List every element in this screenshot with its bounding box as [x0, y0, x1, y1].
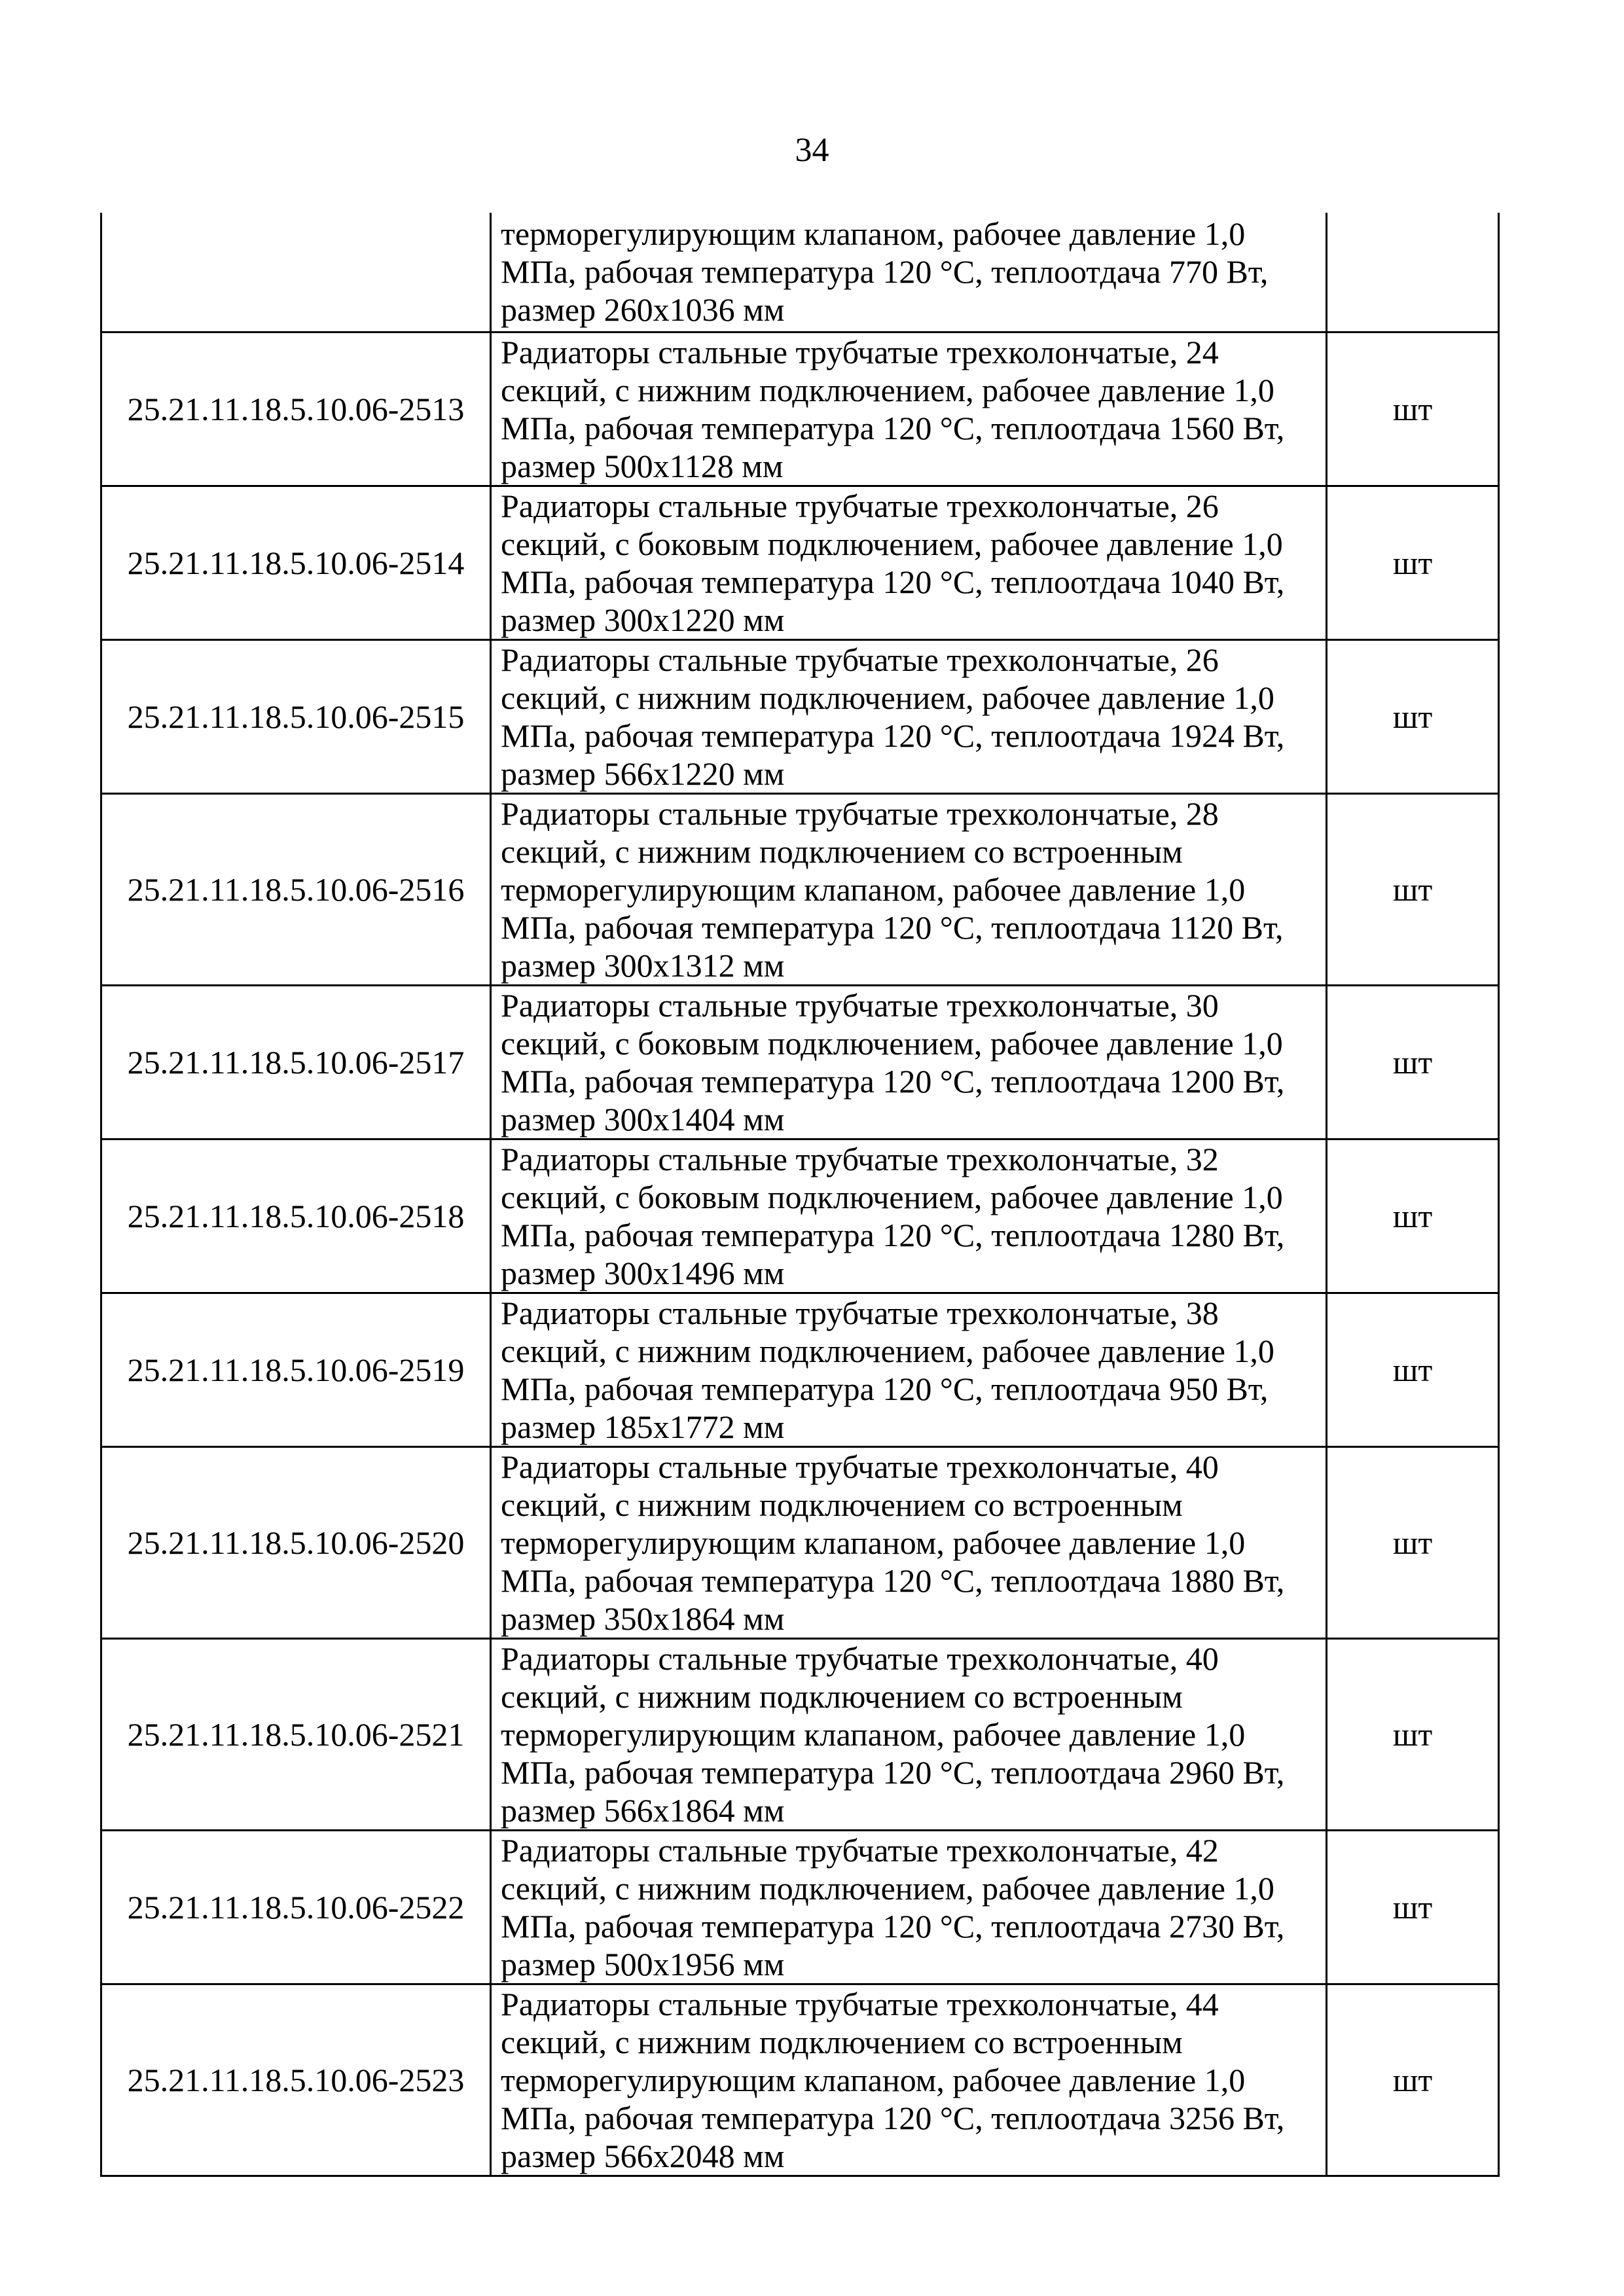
unit-of-measure: шт [1327, 1984, 1499, 2176]
table-row [101, 332, 1499, 486]
page-number: 34 [795, 132, 829, 169]
table-row [101, 1984, 1499, 2176]
table-row [101, 639, 1499, 793]
unit-of-measure: шт [1327, 793, 1499, 985]
resource-description: Радиаторы стальные трубчатые трехколончатые, 30 секций, с боковым подключением, рабочее давление 1,0 МПа, рабочая температура 120 °С, теплоотдача 1200 Вт, размер 300x1404 мм [491, 985, 1327, 1139]
resource-description: Радиаторы стальные трубчатые трехколончатые, 32 секций, с боковым подключением, рабочее давление 1,0 МПа, рабочая температура 120 °С, теплоотдача 1280 Вт, размер 300x1496 мм [491, 1139, 1327, 1293]
unit-of-measure: шт [1327, 1293, 1499, 1446]
unit-of-measure: шт [1327, 1139, 1499, 1293]
resource-description: Радиаторы стальные трубчатые трехколончатые, 26 секций, с нижним подключением, рабочее давление 1,0 МПа, рабочая температура 120 °С, теплоотдача 1924 Вт, размер 566x1220 мм [491, 639, 1327, 793]
resource-code: 25.21.11.18.5.10.06-2513 [101, 332, 491, 486]
radiator-price-table [100, 213, 1500, 2177]
resource-description: Радиаторы стальные трубчатые трехколончатые, 38 секций, с нижним подключением, рабочее давление 1,0 МПа, рабочая температура 120 °С, теплоотдача 950 Вт, размер 185x1772 мм [491, 1293, 1327, 1446]
unit-of-measure: шт [1327, 639, 1499, 793]
resource-description: Радиаторы стальные трубчатые трехколончатые, 28 секций, с нижним подключением со встроенным терморегулирующим клапаном, рабочее давление 1,0 МПа, рабочая температура 120 °С, теплоотдача 1120 Вт, размер 300x1312 мм [491, 793, 1327, 985]
resource-description: Радиаторы стальные трубчатые трехколончатые, 40 секций, с нижним подключением со встроенным терморегулирующим клапаном, рабочее давление 1,0 МПа, рабочая температура 120 °С, теплоотдача 2960 Вт, размер 566x1864 мм [491, 1638, 1327, 1830]
resource-code: 25.21.11.18.5.10.06-2520 [101, 1446, 491, 1638]
resource-code [101, 213, 491, 332]
resource-description: Радиаторы стальные трубчатые трехколончатые, 40 секций, с нижним подключением со встроенным терморегулирующим клапаном, рабочее давление 1,0 МПа, рабочая температура 120 °С, теплоотдача 1880 Вт, размер 350x1864 мм [491, 1446, 1327, 1638]
table-row [101, 985, 1499, 1139]
unit-of-measure: шт [1327, 1830, 1499, 1984]
table-row [101, 793, 1499, 985]
unit-of-measure: шт [1327, 486, 1499, 639]
resource-code: 25.21.11.18.5.10.06-2522 [101, 1830, 491, 1984]
resource-code: 25.21.11.18.5.10.06-2518 [101, 1139, 491, 1293]
resource-code: 25.21.11.18.5.10.06-2514 [101, 486, 491, 639]
table-row [101, 1830, 1499, 1984]
resource-code: 25.21.11.18.5.10.06-2515 [101, 639, 491, 793]
table-row [101, 1446, 1499, 1638]
resource-code: 25.21.11.18.5.10.06-2519 [101, 1293, 491, 1446]
unit-of-measure [1327, 213, 1499, 332]
table-row [101, 1139, 1499, 1293]
resource-code: 25.21.11.18.5.10.06-2516 [101, 793, 491, 985]
resource-description: терморегулирующим клапаном, рабочее давление 1,0 МПа, рабочая температура 120 °С, теплоотдача 770 Вт, размер 260x1036 мм [491, 213, 1327, 332]
table-row [101, 1638, 1499, 1830]
unit-of-measure: шт [1327, 985, 1499, 1139]
resource-description: Радиаторы стальные трубчатые трехколончатые, 44 секций, с нижним подключением со встроенным терморегулирующим клапаном, рабочее давление 1,0 МПа, рабочая температура 120 °С, теплоотдача 3256 Вт, размер 566x2048 мм [491, 1984, 1327, 2176]
table-row [101, 1293, 1499, 1446]
resource-description: Радиаторы стальные трубчатые трехколончатые, 26 секций, с боковым подключением, рабочее давление 1,0 МПа, рабочая температура 120 °С, теплоотдача 1040 Вт, размер 300x1220 мм [491, 486, 1327, 639]
table-row [101, 213, 1499, 332]
unit-of-measure: шт [1327, 332, 1499, 486]
resource-code: 25.21.11.18.5.10.06-2523 [101, 1984, 491, 2176]
table-row [101, 486, 1499, 639]
unit-of-measure: шт [1327, 1638, 1499, 1830]
unit-of-measure: шт [1327, 1446, 1499, 1638]
resource-code: 25.21.11.18.5.10.06-2517 [101, 985, 491, 1139]
resource-description: Радиаторы стальные трубчатые трехколончатые, 42 секций, с нижним подключением, рабочее давление 1,0 МПа, рабочая температура 120 °С, теплоотдача 2730 Вт, размер 500x1956 мм [491, 1830, 1327, 1984]
resource-code: 25.21.11.18.5.10.06-2521 [101, 1638, 491, 1830]
resource-description: Радиаторы стальные трубчатые трехколончатые, 24 секций, с нижним подключением, рабочее давление 1,0 МПа, рабочая температура 120 °С, теплоотдача 1560 Вт, размер 500x1128 мм [491, 332, 1327, 486]
